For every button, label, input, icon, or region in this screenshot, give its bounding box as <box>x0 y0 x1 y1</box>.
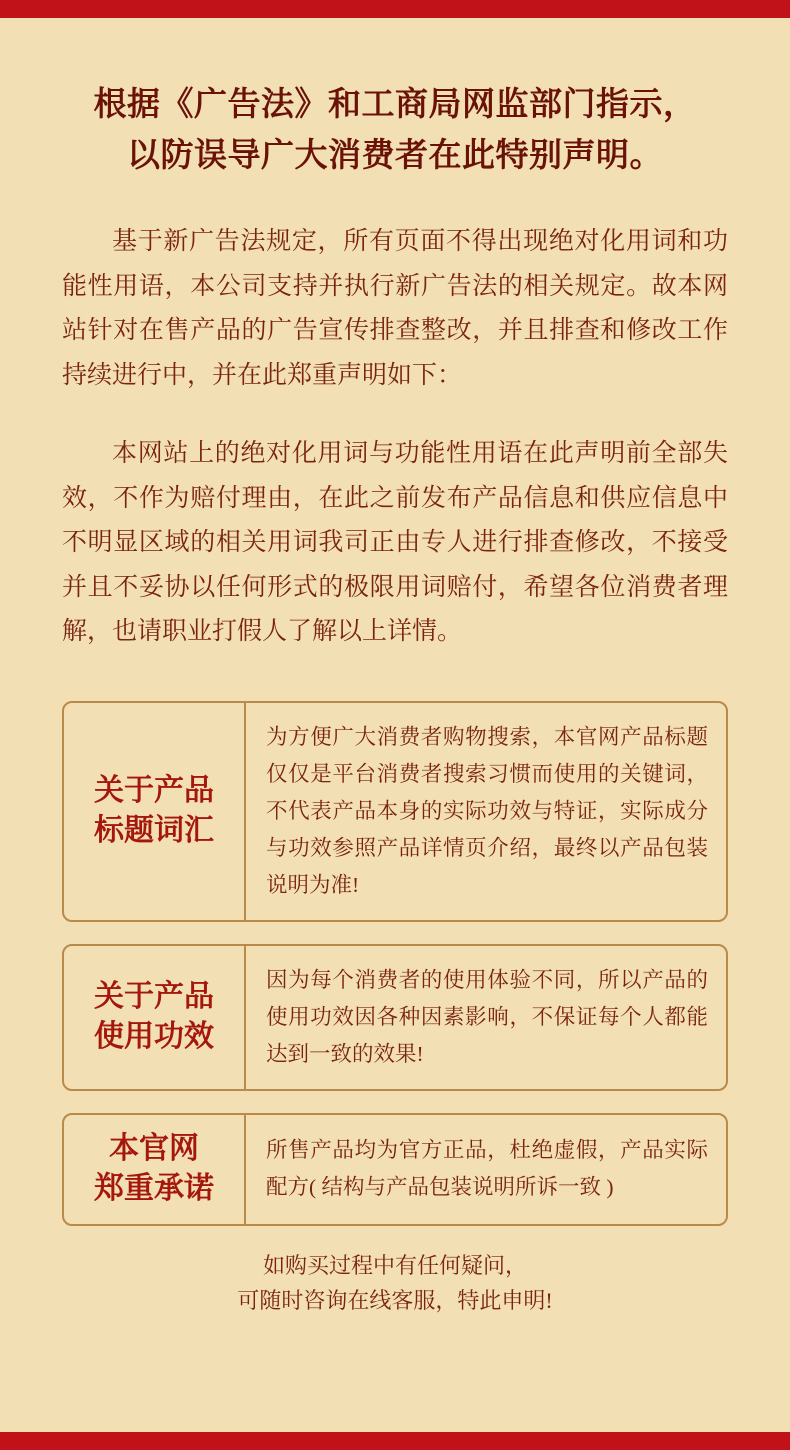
card-body-text: 为方便广大消费者购物搜索，本官网产品标题仅仅是平台消费者搜索习惯而使用的关键词，不代表产品本身的实际功效与特证，实际成分与功效参照产品详情页介绍，最终以产品包装说明为准! <box>266 724 708 897</box>
card-title <box>64 1115 246 1224</box>
card-title-line-2: 郑重承诺 <box>94 1172 214 1206</box>
page-title-line-2: 以防误导广大消费者在此特别声明。 <box>127 138 663 175</box>
footer-note <box>62 1248 728 1319</box>
card-title-line-1: 关于产品 <box>94 979 214 1013</box>
card-title-line-2: 标题词汇 <box>94 814 214 848</box>
page-title-line-1: 根据《广告法》和工商局网监部门指示， <box>93 87 697 123</box>
card-title-line-1: 本官网 <box>109 1131 199 1165</box>
card-title-line-1: 关于产品 <box>94 773 214 807</box>
top-red-band <box>0 0 790 18</box>
card-title-line-2: 使用功效 <box>94 1020 214 1054</box>
bottom-red-band <box>0 1432 790 1450</box>
card-title <box>64 703 246 920</box>
footer-line-2: 可随时咨询在线客服，特此申明! <box>237 1288 553 1314</box>
statement-paragraph-1: 基于新广告法规定，所有页面不得出现绝对化用词和功能性用语，本公司支持并执行新广告法的相关规定。故本网站针对在售产品的广告宣传排查整改，并且排查和修改工作持续进行中，并在此郑重声明如下： <box>62 228 728 389</box>
statement-paragraph-2: 本网站上的绝对化用词与功能性用语在此声明前全部失效，不作为赔付理由，在此之前发布产品信息和供应信息中不明显区域的相关用词我司正由专人进行排查修改，不接受并且不妥协以任何形式的极限用词赔付，希望各位消费者理解，也请职业打假人了解以上详情。 <box>62 440 728 646</box>
statement-card-list <box>62 701 728 1226</box>
statement-sheet <box>0 18 790 1432</box>
card-title <box>64 946 246 1089</box>
card-official-promise <box>62 1113 728 1226</box>
card-body-text: 因为每个消费者的使用体验不同，所以产品的使用功效因各种因素影响，不保证每个人都能达到一致的效果! <box>266 967 708 1066</box>
card-product-efficacy <box>62 944 728 1091</box>
card-body-text: 所售产品均为官方正品，杜绝虚假，产品实际配方( 结构与产品包装说明所诉一致 ) <box>266 1138 708 1200</box>
card-product-title-wording <box>62 701 728 922</box>
page-title <box>62 18 728 182</box>
footer-line-1: 如购买过程中有任何疑问， <box>262 1252 527 1278</box>
